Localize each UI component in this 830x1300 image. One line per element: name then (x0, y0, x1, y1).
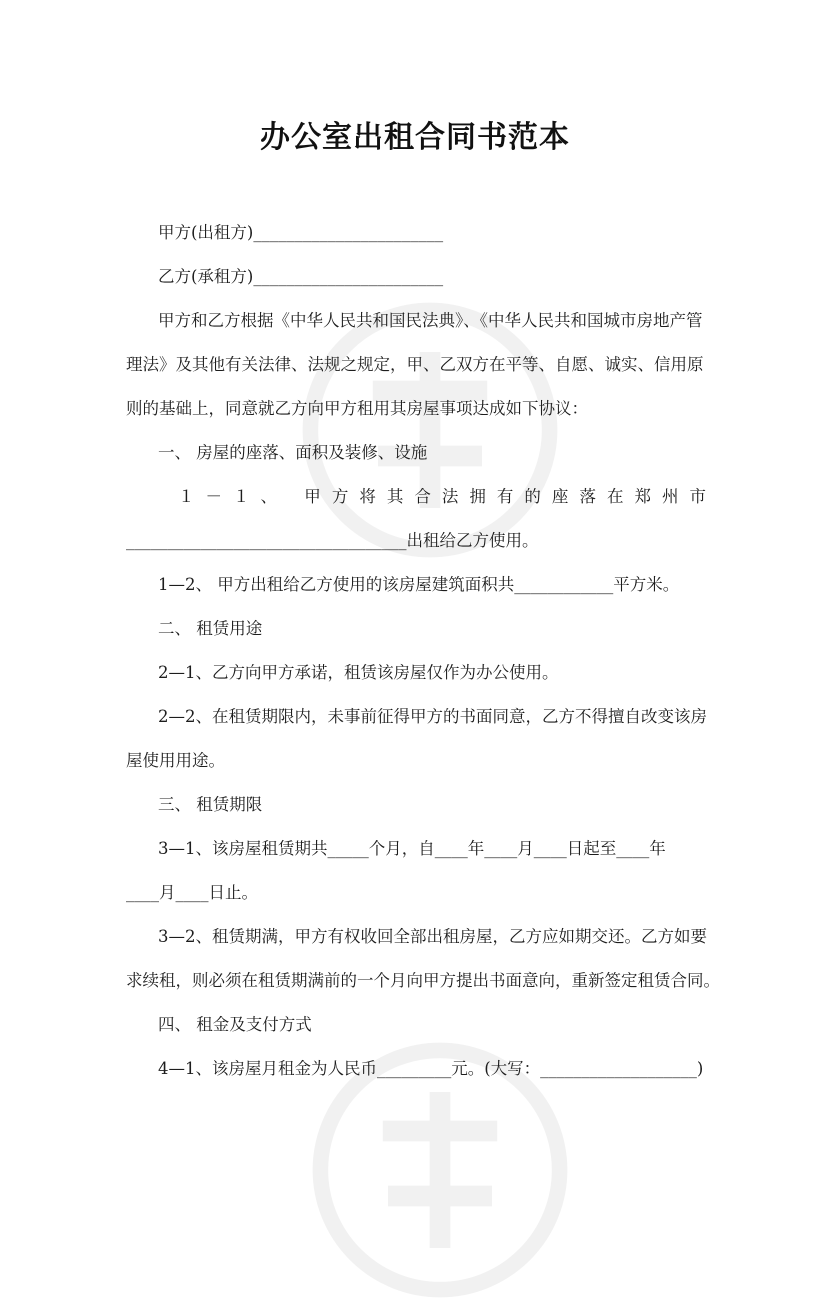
party-a-line: 甲方(出租方)_______________________ (158, 223, 444, 242)
section-heading: 四、 租金及支付方式 (158, 1015, 312, 1034)
clause-line: 4—1、该房屋月租金为人民币_________元。(大写：___________________) (158, 1059, 704, 1078)
clause-line: ____月____日止。 (126, 883, 258, 902)
clause-line: 屋使用用途。 (126, 751, 225, 770)
clause-line: 求续租，则必须在租赁期满前的一个月向甲方提出书面意向，重新签定租赁合同。 (126, 971, 720, 990)
section-heading: 一、 房屋的座落、面积及装修、设施 (158, 443, 428, 462)
clause-line: 1—2、 甲方出租给乙方使用的该房屋建筑面积共____________平方米。 (158, 575, 680, 594)
party-b-line: 乙方(承租方)_______________________ (158, 267, 444, 286)
clause-line: 3—2、租赁期满，甲方有权收回全部出租房屋，乙方应如期交还。乙方如要 (158, 927, 707, 946)
clause-line: __________________________________出租给乙方使用。 (126, 531, 539, 550)
page-title: 办公室出租合同书范本 (260, 120, 570, 155)
clause-line: 3—1、该房屋租赁期共_____个月，自____年____月____日起至____年 (158, 839, 666, 858)
clause-line: 2—2、在租赁期限内，未事前征得甲方的书面同意，乙方不得擅自改变该房 (158, 707, 707, 726)
clause-line: １－１、 甲方将其合法拥有的座落在郑州市 (178, 487, 706, 506)
paragraph-line: 则的基础上，同意就乙方向甲方租用其房屋事项达成如下协议： (126, 399, 588, 418)
paragraph-line: 理法》及其他有关法律、法规之规定，甲、乙双方在平等、自愿、诚实、信用原 (126, 355, 704, 374)
section-heading: 二、 租赁用途 (158, 619, 263, 638)
watermark-icon (300, 300, 560, 560)
paragraph-line: 甲方和乙方根据《中华人民共和国民法典》、《中华人民共和国城市房地产管 (158, 311, 703, 330)
section-heading: 三、 租赁期限 (158, 795, 263, 814)
clause-line: 2—1、乙方向甲方承诺，租赁该房屋仅作为办公使用。 (158, 663, 559, 682)
